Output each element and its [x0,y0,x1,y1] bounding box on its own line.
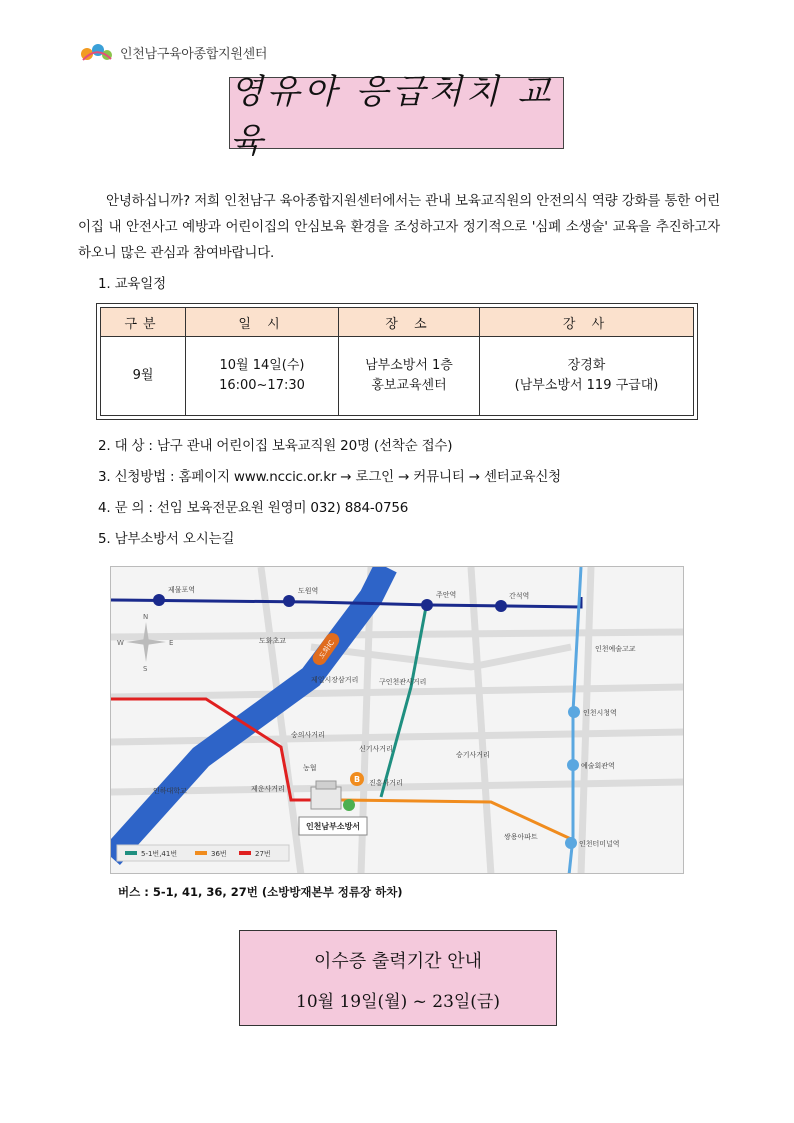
org-header [80,40,267,64]
landmark-label: 제운사거리 [251,785,285,793]
col-header-place: 장 소 [339,308,480,337]
certificate-title: 이수증 출력기간 안내 [314,951,482,972]
cell-date: 10월 14일(수) [219,358,305,373]
certificate-box [239,930,557,1026]
station-label: 도원역 [298,587,319,595]
directions-map [110,566,684,874]
page-title: 영유아 응급처치 교육 [230,72,555,161]
section-contact: 4. 문 의 : 선임 보육전문요원 원영미 032) 884-0756 [98,500,409,516]
station-label: 인천터미널역 [579,840,620,848]
section-apply: 3. 신청방법 : 홈페이지 www.nccic.or.kr → 로그인 → 커뮤니티 → 센터교육신청 [98,469,562,485]
svg-text:E: E [169,639,174,647]
landmark-label: 인천예술고교 [595,645,636,653]
legend-label: 27번 [255,850,271,858]
landmark-label: 도화초교 [259,637,287,645]
svg-text:B: B [354,775,361,784]
org-name: 인천남구육아종합지원센터 [120,46,268,62]
fire-station-marker [299,772,367,835]
cell-datetime [186,337,339,416]
cell-place-line1: 남부소방서 1층 [365,358,453,373]
intro-paragraph [78,188,720,266]
fire-station-label: 인천남부소방서 [305,822,361,831]
cell-category: 9월 [101,337,186,416]
legend-label: 5-1번,41번 [141,850,178,858]
section-schedule-heading: 1. 교육일정 [98,276,166,292]
svg-text:W: W [117,639,124,647]
landmark-label: 승기사거리 [456,751,490,759]
col-header-datetime: 일 시 [186,308,339,337]
cell-time: 16:00~17:30 [219,378,305,393]
section-target: 2. 대 상 : 남구 관내 어린이집 보육교직원 20명 (선착순 접수) [98,438,453,454]
center-logo-icon [80,41,114,63]
landmark-label: 진흥사거리 [369,779,403,787]
station-label: 간석역 [509,592,530,600]
cell-instructor [480,337,694,416]
highway-line [111,567,386,857]
ic-label: 도화IC [317,638,336,661]
col-header-instructor: 강 사 [480,308,694,337]
intro-text: 안녕하십니까? 저희 인천남구 육아종합지원센터에서는 관내 보육교직원의 안전의식 역량 강화를 통한 어린이집 내 안전사고 예방과 어린이집의 안심보육 환경을 조성하고자 정기적으로 '심폐 소생술' 교육을 추진하고자 하오니 많은 관심과 참여바랍니다. [78,193,720,261]
svg-text:S: S [143,665,148,673]
title-box [229,72,564,161]
landmark-label: 제일시장삼거리 [311,676,359,684]
bus-note: 버스 : 5-1, 41, 36, 27번 (소방방재본부 정류장 하차) [118,885,403,899]
table-row [101,337,694,416]
cell-instructor-affil: (남부소방서 119 구급대) [514,378,659,393]
landmark-label: 인하대학교 [153,787,187,795]
street-grid [111,567,684,874]
landmark-label: 농협 [303,764,317,772]
landmark-label: 숭의사거리 [291,731,325,739]
map-legend [117,845,289,861]
cell-place [339,337,480,416]
col-header-category: 구분 [101,308,186,337]
section-directions: 5. 남부소방서 오시는길 [98,531,235,547]
cell-place-line2: 홍보교육센터 [371,378,447,393]
certificate-dates: 10월 19일(월) ~ 23일(금) [296,992,500,1012]
landmark-label: 구인천관사거리 [379,678,427,686]
landmark-label: 신기사거리 [359,745,393,753]
cell-instructor-name: 장경화 [567,358,606,373]
landmark-label: 쌍용아파트 [504,833,538,841]
schedule-table [96,303,698,420]
station-label: 주안역 [436,591,457,599]
station-label: 인천시청역 [583,709,617,717]
station-label: 예술회관역 [581,762,615,770]
legend-label: 36번 [211,850,227,858]
compass-icon [117,613,173,673]
station-label: 제물포역 [168,586,196,594]
svg-text:N: N [143,613,149,621]
